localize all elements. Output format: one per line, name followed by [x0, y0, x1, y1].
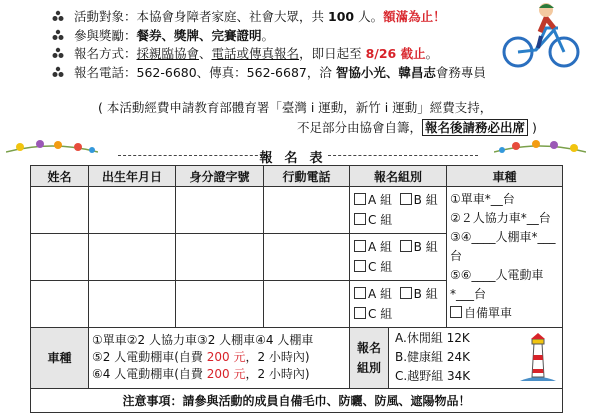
flower-decoration-left — [6, 134, 98, 160]
header-birthdate: 出生年月日 — [89, 166, 176, 187]
header-id-number: 身分證字號 — [176, 166, 264, 187]
footer-row — [31, 388, 563, 412]
route-item-b: B.健康組 24K — [395, 350, 471, 365]
id-number-cell[interactable] — [176, 280, 264, 327]
id-number-cell[interactable] — [176, 233, 264, 280]
header-name: 姓名 — [31, 166, 89, 187]
vehicle-option-own-bike[interactable]: 自備單車 — [450, 304, 562, 323]
own-bike-checkbox[interactable] — [450, 306, 462, 318]
bicycle-bullet-icon — [52, 47, 64, 59]
info-target: 活動對象：本協會身障者家庭、社會大眾，共 100 人。額滿為止！ — [52, 8, 522, 27]
cyclist-illustration — [496, 0, 586, 72]
name-cell[interactable] — [31, 233, 89, 280]
route-list — [389, 328, 563, 388]
id-number-cell[interactable] — [176, 187, 264, 234]
birthdate-cell[interactable] — [89, 233, 176, 280]
event-info — [52, 8, 522, 83]
mobile-cell[interactable] — [264, 280, 350, 327]
deadline: 8/26 截止 — [365, 46, 426, 62]
bicycle-bullet-icon — [52, 29, 64, 41]
group-a-checkbox[interactable] — [354, 287, 366, 299]
registration-table — [30, 165, 563, 413]
mobile-cell[interactable] — [264, 233, 350, 280]
mobile-cell[interactable] — [264, 187, 350, 234]
header-mobile: 行動電話 — [264, 166, 350, 187]
funding-note-line2: 不足部分由協會自籌， 報名後請務必出席 ) — [297, 120, 537, 135]
form-title: 報名表 — [259, 151, 335, 166]
group-choice-cell: A 組 B 組 C 組 — [350, 233, 447, 280]
vehicle-type-label: 車種 — [31, 327, 89, 388]
vehicle-pricing-row — [31, 327, 563, 388]
name-cell[interactable] — [31, 187, 89, 234]
birthdate-cell[interactable] — [89, 280, 176, 327]
group-choice-cell: A 組 B 組 C 組 — [350, 280, 447, 327]
flower-decoration-right — [494, 134, 586, 160]
info-award: 參與獎勵：餐券、獎牌、完賽證明。 — [52, 27, 522, 46]
group-c-checkbox[interactable] — [354, 260, 366, 272]
header-group: 報名組別 — [350, 166, 447, 187]
full-notice: 額滿為止！ — [383, 9, 446, 24]
name-cell[interactable] — [31, 280, 89, 327]
notice-footer: 注意事項：請參與活動的成員自備毛巾、防曬、防風、遮陽物品！ — [31, 388, 563, 412]
bicycle-bullet-icon — [52, 66, 64, 78]
group-a-checkbox[interactable] — [354, 193, 366, 205]
birthdate-cell[interactable] — [89, 187, 176, 234]
vehicle-choice-cell — [447, 187, 563, 328]
info-phone: 報名電話：562-6680、傳真：562-6687，洽 智協小光、韓昌志會務專員 — [52, 64, 522, 83]
table-header-row — [31, 166, 563, 187]
vehicle-option-electric[interactable]: ⑤⑥____人電動車*___台 — [450, 268, 544, 302]
route-item-c: C.越野組 34K — [395, 369, 471, 384]
lighthouse-illustration — [518, 331, 558, 383]
attendance-notice: 報名後請務必出席 — [422, 119, 528, 136]
route-group-cell — [350, 327, 563, 388]
group-choice-cell: A 組 B 組 C 組 — [350, 187, 447, 234]
vehicle-option-tandem[interactable]: ②２人協力車*__台 — [450, 211, 551, 226]
group-a-checkbox[interactable] — [354, 240, 366, 252]
group-b-checkbox[interactable] — [400, 240, 412, 252]
table-row — [31, 187, 563, 234]
route-group-label: 報名 組別 — [350, 328, 389, 388]
vehicle-options-text: ①單車②2 人協力車③2 人棚車④4 人棚車 ⑤2 人電動棚車(自費 200 元，2 小時內) ⑥4 人電動棚車(自費 200 元，2 小時內) — [89, 327, 350, 388]
group-b-checkbox[interactable] — [400, 193, 412, 205]
group-b-checkbox[interactable] — [400, 287, 412, 299]
group-c-checkbox[interactable] — [354, 307, 366, 319]
bicycle-bullet-icon — [52, 10, 64, 22]
route-item-a: A.休閒組 12K — [395, 331, 470, 346]
header-vehicle: 車種 — [447, 166, 563, 187]
group-c-checkbox[interactable] — [354, 213, 366, 225]
vehicle-option-single[interactable]: ①單車*__台 — [450, 192, 515, 207]
info-signup: 報名方式：採親臨協會、電話或傳真報名，即日起至 8/26 截止。 — [52, 45, 522, 64]
vehicle-option-carriage[interactable]: ③④____人棚車*___台 — [450, 230, 556, 264]
funding-note-line1: ( 本活動經費申請教育部體育署「臺灣 i 運動，新竹 i 運動」經費支持， — [98, 100, 493, 115]
